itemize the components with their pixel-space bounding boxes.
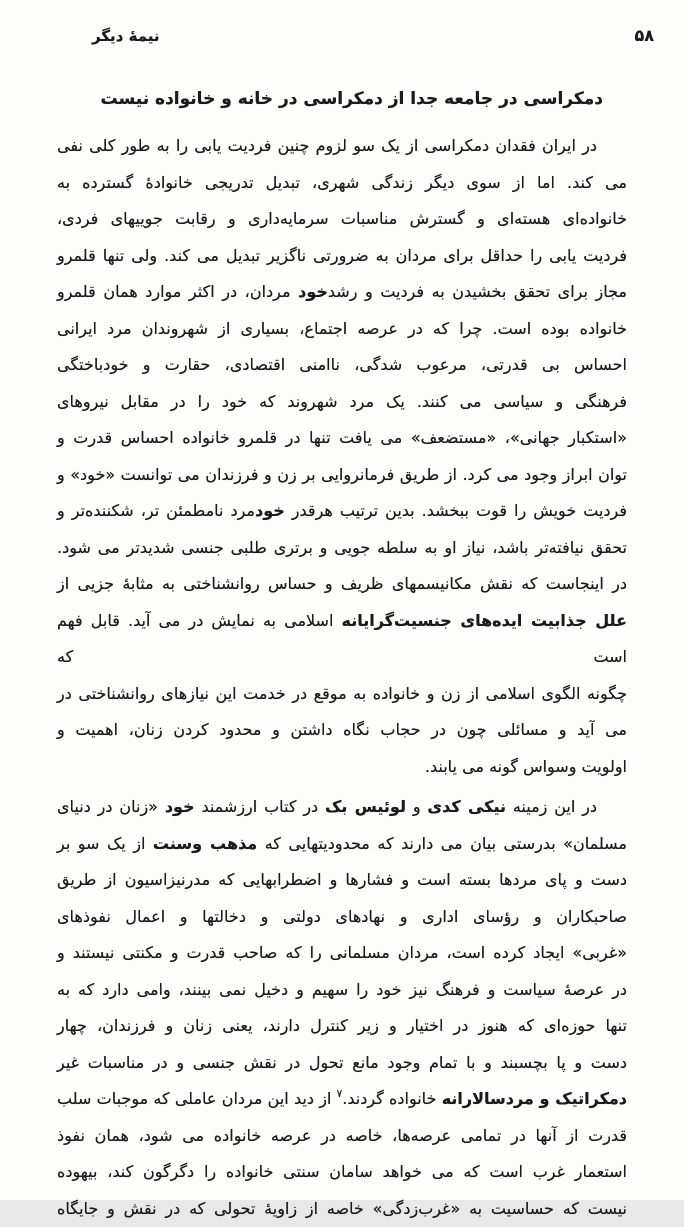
footnote-marker: ۷ xyxy=(337,1088,343,1100)
text-segment: نیست که حساسیت به «غرب‌زدگی» خاصه از زاویهٔ تحولی که در نقش و جایگاه xyxy=(57,1199,627,1218)
text-segment: خانواده بوده است. چرا که در عرصه اجتماع، بسیاری از شهروندان مرد ایرانی xyxy=(57,319,627,338)
text-line xyxy=(57,201,627,238)
text-segment: صاحبکاران و رؤسای اداری و نهادهای دولتی و دخالتها و اعمال نفوذهای xyxy=(57,907,627,926)
text-segment: فرهنگی و سیاسی می کنند. یک مرد شهروند که خود را در مقابل نیروهای xyxy=(57,392,627,411)
page-body xyxy=(57,128,627,1227)
text-line xyxy=(57,165,627,202)
text-line xyxy=(57,274,627,311)
text-line xyxy=(57,493,627,530)
text-segment: استعمار غرب است که می خواهد سامان سنتی خانواده را دگرگون کند، بیهوده xyxy=(57,1162,627,1181)
text-segment: تحقق نیافته‌تر باشد، نیاز او به سلطه جویی و برتری طلبی جنسی شدیدتر می شود. xyxy=(57,538,627,557)
text-segment: می آید و مسائلی چون در حجاب نگاه داشتن و محدود کردن زنان، اهمیت و xyxy=(57,720,627,739)
text-line xyxy=(57,789,627,826)
text-line xyxy=(57,899,627,936)
text-segment: مردان، در اکثر موارد همان قلمرو xyxy=(57,282,298,301)
text-segment: مرد نامطمئن تر، شکننده‌تر و xyxy=(57,501,255,520)
emphasized-text: خود xyxy=(255,501,285,520)
text-segment: خانواده گردند. xyxy=(342,1089,441,1108)
emphasized-text: خود xyxy=(165,797,195,816)
text-line xyxy=(57,676,627,713)
text-segment: و xyxy=(406,797,427,816)
text-line xyxy=(57,972,627,1009)
emphasized-text: لوئیس بک xyxy=(325,797,406,816)
text-segment: در عرصهٔ سیاست و فرهنگ نیز خود را سهیم و دخیل نمی بینند، وامی دارد که به xyxy=(57,980,627,999)
text-line xyxy=(57,347,627,384)
text-segment: در ایران فقدان دمکراسی از یک سو لزوم چنین فردیت یابی را به طور کلی نفی xyxy=(57,136,597,155)
text-segment: «زنان در دنیای xyxy=(57,797,165,816)
emphasized-text: دمکراتیک و مردسالارانه xyxy=(442,1089,627,1108)
section-heading: دمکراسی در جامعه جدا از دمکراسی در خانه و خانواده نیست xyxy=(57,87,603,111)
text-line xyxy=(57,566,627,603)
text-line xyxy=(57,530,627,567)
journal-title: نیمهٔ دیگر xyxy=(92,27,160,45)
text-line xyxy=(57,1118,627,1155)
text-segment: خانواده‌ای هسته‌ای و گسترش مناسبات سرمایه‌داری و رقابت جوییهای فردی، xyxy=(57,209,627,228)
text-segment: قدرت از آنها در تمامی عرصه‌ها، خاصه در عرصه خانواده می شود، همان نفوذ xyxy=(57,1126,627,1145)
text-line xyxy=(57,1045,627,1082)
text-line xyxy=(57,311,627,348)
text-line xyxy=(57,862,627,899)
text-segment: فردیت خویش را قوت ببخشد. بدین ترتیب هرقدر xyxy=(285,501,627,520)
text-segment: از دید این مردان عاملی که موجبات سلب xyxy=(57,1089,337,1108)
page-header xyxy=(0,0,684,45)
text-segment: «استکبار جهانی»، «مستضعف» می یافت تنها در قلمرو خانواده احساس قدرت و xyxy=(57,428,627,447)
text-segment: فردیت یابی را حداقل برای مردان به ضرورتی ناگزیر تبدیل می کند. ولی تنها قلمرو xyxy=(57,246,627,265)
text-segment: در این زمینه xyxy=(506,797,597,816)
text-segment: در اینجاست که نقش مکانیسمهای ظریف و حساس روانشناختی به مثابهٔ جزیی از xyxy=(57,574,627,593)
text-line xyxy=(57,1081,627,1118)
paragraph xyxy=(57,789,627,1227)
text-line xyxy=(57,603,627,676)
text-line xyxy=(57,384,627,421)
text-line xyxy=(57,1191,627,1227)
text-segment: مسلمان» بدرستی بیان می دارند که محدودیتهایی که xyxy=(257,834,627,853)
text-segment: احساس بی قدرتی، مرعوب شدگی، ناامنی اقتصادی، حقارت و خودباختگی xyxy=(57,355,627,374)
text-segment: «غربی» ایجاد کرده است، مردان مسلمانی را که صاحب قدرت و مکنتی نیستند و xyxy=(57,943,627,962)
text-segment: از یک سو بر xyxy=(57,834,153,853)
text-segment: دست و پای مردها بسته است و فشارها و اضطرابهایی که مدرنیزاسیون از طریق xyxy=(57,870,627,889)
emphasized-text: نیکی کدی xyxy=(427,797,506,816)
emphasized-text: مذهب وسنت xyxy=(153,834,257,853)
text-segment: در کتاب ارزشمند xyxy=(195,797,325,816)
text-segment: چگونه الگوی اسلامی از زن و خانواده به موقع در خدمت این نیازهای روانشناختی در xyxy=(57,684,627,703)
text-segment: می کند. اما از سوی دیگر زندگی شهری، تبدیل تدریجی خانوادهٔ گسترده به xyxy=(57,173,627,192)
text-line xyxy=(57,1008,627,1045)
text-segment: اسلامی به نمایش در می آید. قابل فهم است که xyxy=(57,611,627,667)
page-number: ۵۸ xyxy=(634,26,654,45)
text-line xyxy=(57,826,627,863)
text-line xyxy=(57,238,627,275)
text-line xyxy=(57,712,627,749)
text-segment: دست و پا بچسبند و با تمام وجود مانع تحول در نقش جنسی و در مناسبات غیر xyxy=(57,1053,627,1072)
text-line xyxy=(57,457,627,494)
text-segment: مجاز برای تحقق بخشیدن به فردیت و رشد xyxy=(328,282,627,301)
text-line xyxy=(57,935,627,972)
text-line xyxy=(57,420,627,457)
text-line xyxy=(57,128,627,165)
paragraph xyxy=(57,128,627,785)
text-line xyxy=(57,749,627,786)
emphasized-text: خود xyxy=(298,282,328,301)
emphasized-text: علل جذابیت ایده‌های جنسیت‌گرایانه xyxy=(342,611,627,630)
text-segment: اولویت وسواس گونه می یابند. xyxy=(425,757,627,776)
text-segment: تنها حوزه‌ای که هنوز در اختیار و زیر کنترل دارند، یعنی زنان و فرزندان، چهار xyxy=(57,1016,627,1035)
text-segment: توان ابراز وجود می کرد. از طریق فرمانروایی بر زن و فرزندان می توانست «خود» و xyxy=(57,465,627,484)
text-line xyxy=(57,1154,627,1191)
